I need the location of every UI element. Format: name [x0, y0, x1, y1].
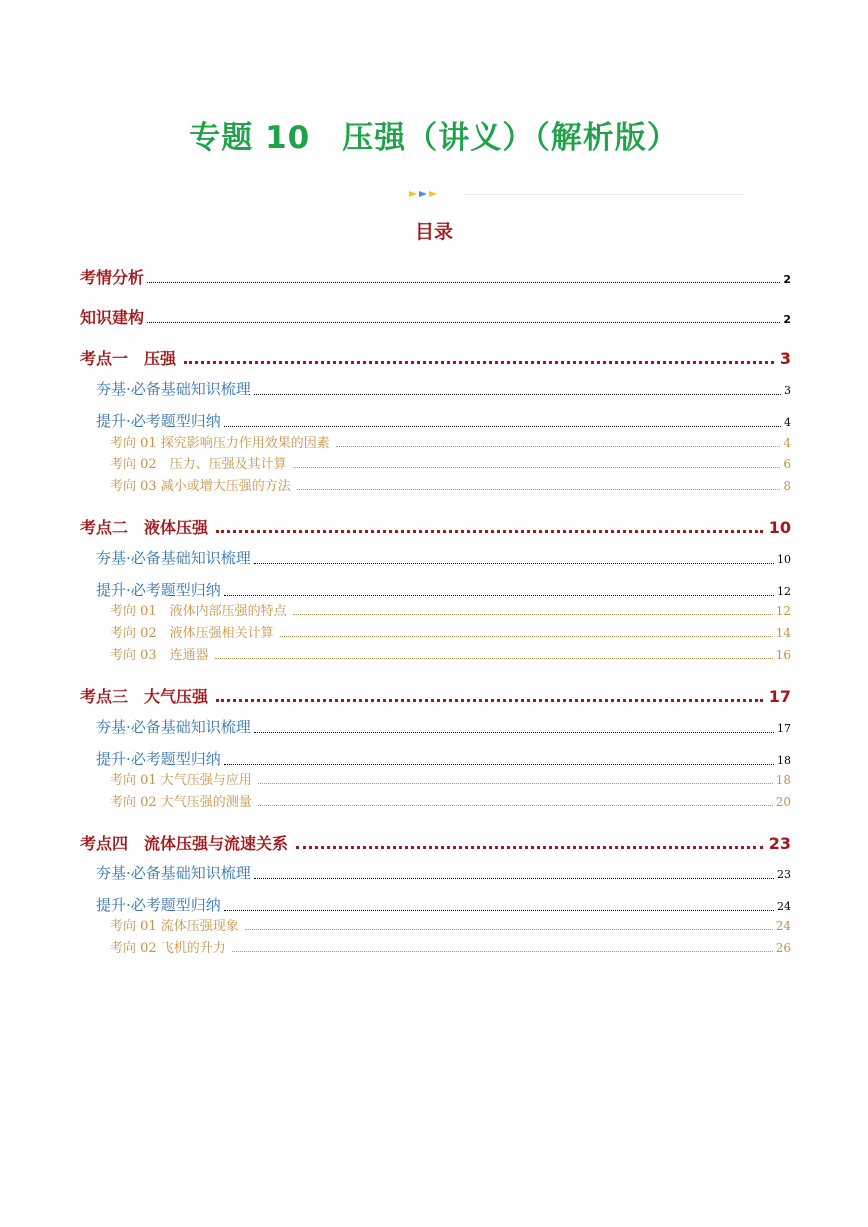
toc-entry[interactable] [110, 600, 791, 619]
toc-entry-page: 20 [775, 795, 791, 809]
toc-entry[interactable] [80, 515, 791, 538]
toc-entry[interactable] [110, 937, 791, 956]
toc-leader-dots [147, 321, 780, 323]
toc-entry[interactable] [96, 894, 791, 915]
toc-entry[interactable] [80, 265, 791, 288]
toc-leader-dots [254, 562, 774, 564]
toc-leader-dots [224, 594, 774, 596]
toc-entry-page: 12 [775, 604, 791, 618]
toc-entry[interactable] [96, 410, 791, 431]
toc-leader-dots [147, 281, 780, 283]
toc-entry-label: 考点四 流体压强与流速关系 [80, 834, 289, 853]
toc-entry-page: 14 [775, 626, 791, 640]
toc-heading: 目录 [414, 221, 453, 243]
toc-entry-page: 24 [775, 919, 791, 933]
toc-entry[interactable] [110, 475, 791, 494]
toc-entry-page: 12 [777, 585, 791, 598]
toc-entry-page: 17 [777, 722, 791, 735]
toc-entry-page: 8 [783, 479, 791, 493]
toc-entry-page: 24 [777, 900, 791, 913]
toc-entry-label: 考点二 液体压强 [80, 518, 209, 537]
toc-leader-dots [184, 360, 774, 364]
toc-leader-dots [224, 425, 781, 427]
toc-leader-dots [297, 488, 781, 490]
toc-leader-dots [216, 529, 763, 533]
toc-entry[interactable] [80, 346, 791, 369]
toc-entry[interactable] [80, 831, 791, 854]
divider-line [463, 194, 745, 195]
toc-leader-dots [336, 445, 781, 447]
toc-entry-page: 2 [783, 273, 791, 286]
toc-entry[interactable] [96, 716, 791, 737]
toc-leader-dots [224, 763, 774, 765]
toc-leader-dots [245, 928, 773, 930]
toc-entry-page: 2 [783, 313, 791, 326]
toc-entry-page: 23 [768, 834, 791, 853]
toc-entry-label: 考向 01 液体内部压强的特点 [110, 604, 287, 619]
toc-leader-dots [254, 393, 781, 395]
toc-entry-label: 知识建构 [80, 308, 145, 327]
toc-entry[interactable] [110, 622, 791, 641]
toc-entry[interactable] [96, 862, 791, 883]
toc-leader-dots [293, 613, 773, 615]
toc-entry-page: 18 [777, 754, 791, 767]
toc-entry-label: 夯基·必备基础知识梳理 [96, 549, 251, 567]
toc-entry-label: 提升·必考题型归纳 [96, 581, 221, 599]
toc-entry-page: 10 [777, 553, 791, 566]
toc-entry-page: 18 [775, 773, 791, 787]
toc-entry-page: 17 [768, 687, 791, 706]
toc-entry-label: 考向 02 大气压强的测量 [110, 795, 252, 810]
toc-entry-label: 考点一 压强 [80, 349, 177, 368]
toc-leader-dots [224, 909, 774, 911]
toc-entry-page: 16 [775, 648, 791, 662]
toc-entry[interactable] [80, 684, 791, 707]
toc-entry-page: 10 [768, 518, 791, 537]
toc-entry[interactable] [80, 305, 791, 328]
toc-entry-label: 提升·必考题型归纳 [96, 412, 221, 430]
toc-entry-label: 考点三 大气压强 [80, 687, 209, 706]
toc-entry-label: 考向 01 大气压强与应用 [110, 773, 252, 788]
toc-entry-page: 4 [784, 416, 791, 429]
arrow-icon [409, 191, 417, 197]
toc-leader-dots [296, 845, 763, 849]
toc-entry-page: 3 [784, 384, 791, 397]
toc-entry[interactable] [96, 748, 791, 769]
toc-entry-label: 考向 03 减小或增大压强的方法 [110, 479, 291, 494]
toc-leader-dots [215, 657, 773, 659]
toc-entry-label: 考向 02 液体压强相关计算 [110, 626, 274, 641]
toc-entry-page: 4 [783, 436, 791, 450]
toc-entry[interactable] [96, 378, 791, 399]
toc-entry-label: 考向 02 压力、压强及其计算 [110, 457, 287, 472]
toc-entry-page: 6 [783, 457, 791, 471]
toc-leader-dots [216, 698, 763, 702]
toc-leader-dots [254, 731, 774, 733]
toc-entry[interactable] [110, 915, 791, 934]
toc-entry-label: 夯基·必备基础知识梳理 [96, 718, 251, 736]
document-title: 专题 10 压强（讲义）（解析版） [189, 120, 679, 156]
toc-entry[interactable] [110, 453, 791, 472]
toc-leader-dots [254, 877, 774, 879]
toc-leader-dots [280, 635, 773, 637]
toc-entry-page: 3 [779, 349, 791, 368]
toc-entry-label: 考向 03 连通器 [110, 648, 209, 663]
toc-entry[interactable] [110, 432, 791, 451]
toc-entry-label: 考情分析 [80, 268, 145, 287]
toc-leader-dots [258, 804, 773, 806]
toc-leader-dots [258, 782, 773, 784]
toc-leader-dots [293, 466, 781, 468]
arrow-icon [429, 191, 437, 197]
arrow-icon [419, 191, 427, 197]
toc-entry-page: 23 [777, 868, 791, 881]
toc-entry[interactable] [96, 547, 791, 568]
toc-entry[interactable] [110, 791, 791, 810]
toc-entry-label: 考向 02 飞机的升力 [110, 941, 226, 956]
toc-entry-label: 考向 01 流体压强现象 [110, 919, 239, 934]
toc-entry[interactable] [96, 579, 791, 600]
title-divider [405, 189, 745, 201]
toc-entry-page: 26 [775, 941, 791, 955]
toc-leader-dots [232, 950, 773, 952]
toc-entry[interactable] [110, 644, 791, 663]
toc-entry-label: 提升·必考题型归纳 [96, 896, 221, 914]
toc-entry-label: 夯基·必备基础知识梳理 [96, 864, 251, 882]
toc-entry-label: 夯基·必备基础知识梳理 [96, 380, 251, 398]
toc-entry-label: 考向 01 探究影响压力作用效果的因素 [110, 436, 330, 451]
toc-entry[interactable] [110, 769, 791, 788]
toc-entry-label: 提升·必考题型归纳 [96, 750, 221, 768]
